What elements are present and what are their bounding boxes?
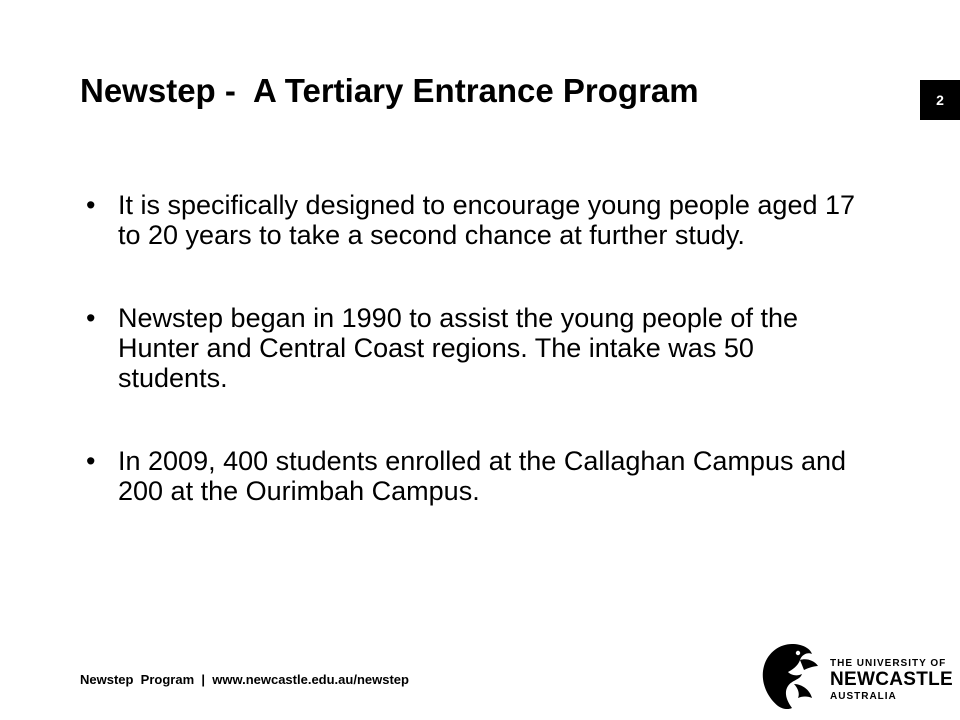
- footer-text: Newstep Program | www.newcastle.edu.au/newstep: [80, 672, 409, 687]
- logo-line-australia: AUSTRALIA: [830, 691, 897, 702]
- bullet-item: [80, 446, 870, 506]
- bullet-text: Newstep began in 1990 to assist the young people of the Hunter and Central Coast regions. The intake was 50 students.: [118, 303, 798, 393]
- university-logo: [758, 640, 954, 712]
- bullet-list: [80, 190, 870, 559]
- slide-title: Newstep - A Tertiary Entrance Program: [80, 72, 699, 109]
- bullet-text: It is specifically designed to encourage young people aged 17 to 20 years to take a second chance at further study.: [118, 190, 856, 250]
- logo-line-newcastle: NEWCASTLE: [830, 669, 954, 690]
- bullet-marker: •: [86, 303, 96, 333]
- bullet-marker: •: [86, 190, 96, 220]
- bullet-item: [80, 190, 870, 250]
- bullet-marker: •: [86, 446, 96, 476]
- logo-line-university: THE UNIVERSITY OF: [830, 658, 947, 669]
- page-number-badge: [920, 80, 960, 120]
- page-number: 2: [936, 92, 944, 108]
- bullet-item: [80, 303, 870, 393]
- bullet-text: In 2009, 400 students enrolled at the Callaghan Campus and 200 at the Ourimbah Campus.: [118, 446, 847, 506]
- seahorse-logo-icon: [758, 640, 822, 712]
